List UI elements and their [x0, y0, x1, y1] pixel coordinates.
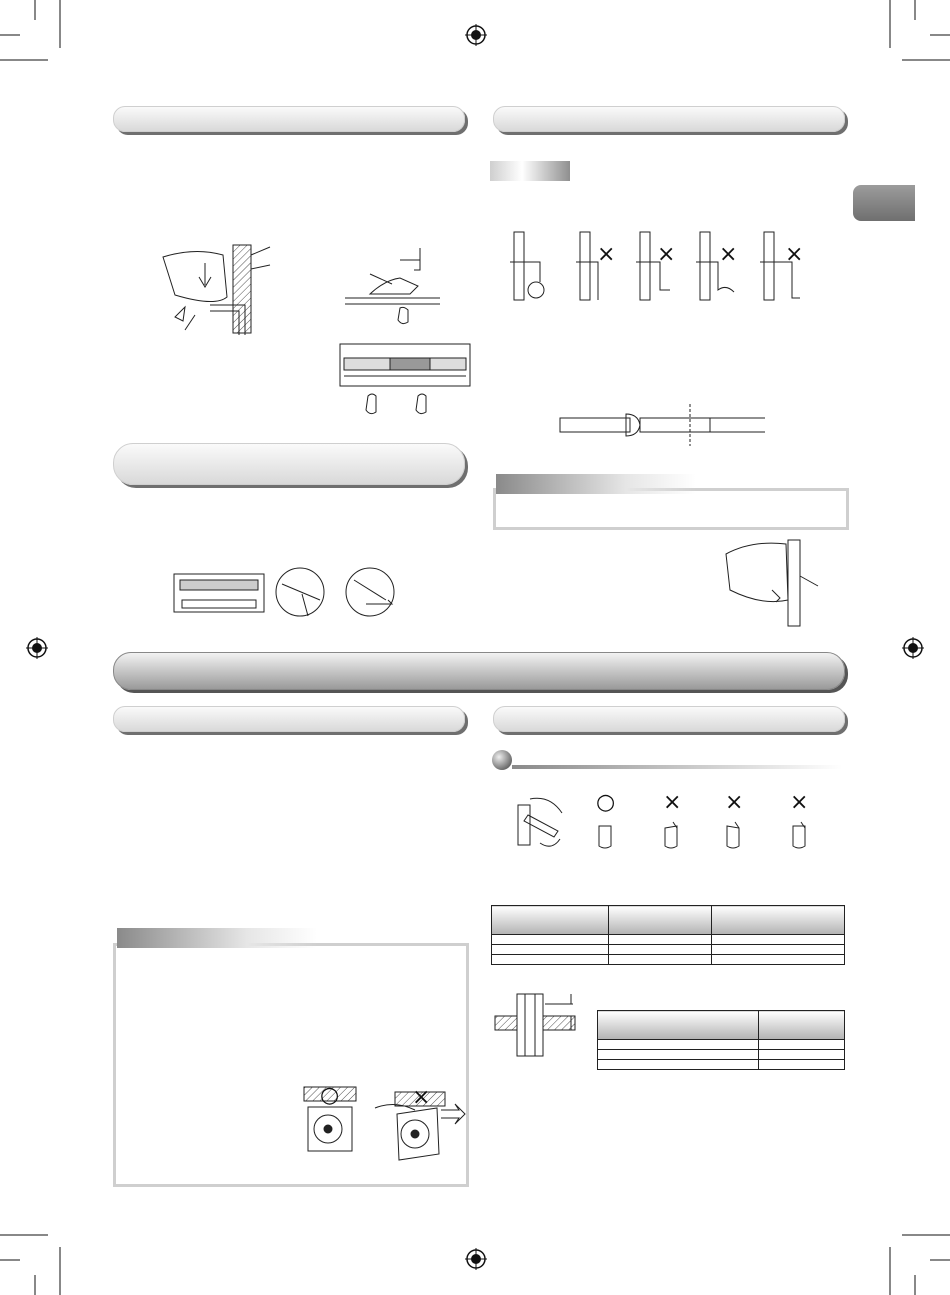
wrong-mark: × [663, 790, 682, 815]
wrong-mark: × [719, 242, 738, 267]
wrong-mark: × [785, 242, 804, 267]
wrong-mark: × [597, 242, 616, 267]
main-banner-bar [113, 652, 845, 690]
flare-pipe-shapes [595, 822, 815, 850]
table-row [598, 1040, 845, 1050]
registration-target-icon [465, 24, 487, 46]
spec-table-1 [491, 905, 845, 965]
section-header-bar [493, 106, 845, 132]
table-row [598, 1050, 845, 1060]
flare-wrench-illustration [510, 795, 570, 850]
hook-release-illustration [340, 248, 440, 328]
table-row [492, 935, 845, 945]
indoor-unit-front-illustration [338, 342, 473, 424]
page-tab [853, 185, 915, 221]
wrong-mark: × [657, 242, 676, 267]
table-row [598, 1060, 845, 1070]
label-tag [490, 161, 570, 181]
section-header-bar [113, 443, 465, 485]
registration-target-icon [26, 637, 48, 659]
registration-target-icon [902, 637, 924, 659]
wrong-mark: × [725, 790, 744, 815]
table-header-row [598, 1011, 845, 1040]
table-row [492, 955, 845, 965]
indoor-unit-side-illustration [722, 540, 822, 626]
spec-table-2 [597, 1010, 845, 1070]
wrong-mark: × [412, 1085, 431, 1110]
bullet-rule [512, 765, 842, 769]
table-row [492, 945, 845, 955]
wrong-mark: × [790, 790, 809, 815]
correct-mark: ○ [320, 1083, 340, 1108]
front-panel-illustration [170, 570, 410, 622]
correct-mark: ○ [596, 790, 616, 815]
pipe-through-wall-illustration [495, 990, 580, 1060]
table-header-row [492, 906, 845, 935]
indoor-unit-wall-illustration [155, 245, 275, 335]
section-header-bar [113, 106, 465, 132]
bullet-ball [492, 750, 512, 770]
section-header-bar [113, 706, 465, 732]
caution-note-tab [496, 474, 696, 494]
registration-target-icon [465, 1248, 487, 1270]
drain-hose-extension-illustration [560, 400, 770, 448]
caution-note-box [493, 488, 849, 530]
note-tab [117, 928, 317, 948]
section-header-bar [493, 706, 845, 732]
